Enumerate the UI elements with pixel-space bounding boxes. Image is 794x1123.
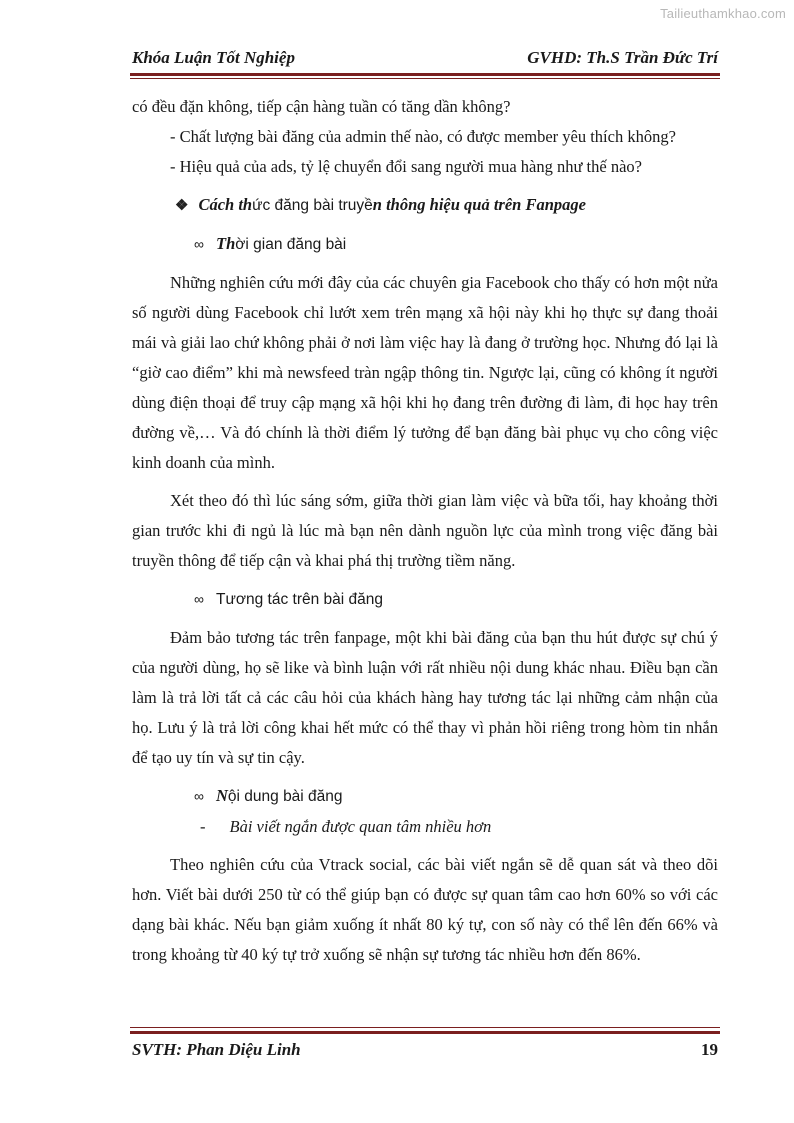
page-header: [132, 48, 718, 68]
paragraph: Xét theo đó thì lúc sáng sớm, giữa thời gian làm việc và bữa tối, hay khoảng thời gian trước khi đi ngủ là lúc mà bạn nên dành nguồn lực của mình trong việc đăng bài truyền thông để tiếp cận và khai phá thị trường tiềm năng.: [132, 491, 718, 570]
heading-part: ội dung bài đăng: [227, 788, 343, 805]
heading-part: ời gian đăng bài: [235, 236, 347, 253]
dash-item: - Hiệu quả của ads, tỷ lệ chuyển đổi sang người mua hàng như thế nào?: [170, 157, 642, 176]
paragraph: Những nghiên cứu mới đây của các chuyên gia Facebook cho thấy có hơn một nửa số người dùng Facebook chỉ lướt xem trên mạng xã hội này khi họ thực sự đang thoải mái và giải lao chứ không phải ở nơi làm việc hay là đang ở trường học. Nhưng đó lại là “giờ cao điểm” khi mà newsfeed tràn ngập thông tin. Ngược lại, cũng có không ít người dùng điện thoại để truy cập mạng xã hội khi họ đang trên đường đi làm, đi học hay trên đường về,… Và đó chính là thời điểm lý tưởng để bạn đăng bài phục vụ cho công việc kinh doanh của mình.: [132, 273, 718, 472]
sub-item: [132, 812, 718, 842]
infinity-bullet-icon: ∞: [194, 788, 204, 804]
heading-part: Cách th: [198, 195, 253, 214]
diamond-bullet-icon: ❖: [175, 198, 189, 214]
sub-item-text: Bài viết ngắn được quan tâm nhiều hơn: [229, 817, 492, 836]
subsection-heading: [132, 781, 718, 812]
header-thesis-title: Khóa Luận Tốt Nghiệp: [132, 48, 295, 67]
subsection-heading: [132, 229, 718, 260]
page-content: [132, 92, 718, 970]
heading-part: n thông hiệu quả trên Fanpage: [372, 195, 586, 214]
dash-item: - Chất lượng bài đăng của admin thế nào, có được member yêu thích không?: [170, 127, 676, 146]
footer-rule-thick: [130, 1031, 720, 1034]
page-footer: [132, 1040, 718, 1060]
dash-marker: -: [200, 817, 206, 836]
infinity-bullet-icon: ∞: [194, 236, 204, 252]
paragraph: Đảm bảo tương tác trên fanpage, một khi bài đăng của bạn thu hút được sự chú ý của người dùng, họ sẽ like và bình luận với rất nhiều nội dung khác nhau. Điều bạn cần làm là trả lời tất cả các câu hỏi của khách hàng hay tương tác lại những cảm nhận của họ. Lưu ý là trả lời công khai hết mức có thể thay vì phản hồi riêng trong hòm tin nhắn để tạo uy tín và sự tin cậy.: [132, 628, 718, 767]
footer-student: SVTH: Phan Diệu Linh: [132, 1040, 301, 1059]
header-rule-thick: [130, 73, 720, 76]
paragraph: Theo nghiên cứu của Vtrack social, các bài viết ngắn sẽ dễ quan sát và theo dõi hơn. Viết bài dưới 250 từ có thể giúp bạn có được sự quan tâm cao hơn 60% so với các dạng bài khác. Nếu bạn giảm xuống ít nhất 80 ký tự, con số này có thể lên đến 66% và trong khoảng từ 40 ký tự trở xuống sẽ nhận sự tương tác nhiều hơn đến 86%.: [132, 855, 718, 964]
page-number: 19: [701, 1040, 718, 1059]
watermark-text: Tailieuthamkhao.com: [660, 6, 786, 21]
section-heading: [132, 190, 718, 221]
header-rule-thin: [130, 78, 720, 79]
text-line: có đều đặn không, tiếp cận hàng tuần có tăng dần không?: [132, 97, 511, 116]
footer-rule-thin: [130, 1027, 720, 1028]
heading-part: N: [215, 786, 228, 805]
subsection-heading: [132, 584, 718, 615]
heading-part: Th: [215, 234, 236, 253]
heading-part: ức đăng bài truyề: [252, 197, 373, 214]
infinity-bullet-icon: ∞: [194, 591, 204, 607]
heading-part: Tương tác trên bài đăng: [215, 591, 384, 608]
header-advisor: GVHD: Th.S Trần Đức Trí: [527, 48, 718, 67]
